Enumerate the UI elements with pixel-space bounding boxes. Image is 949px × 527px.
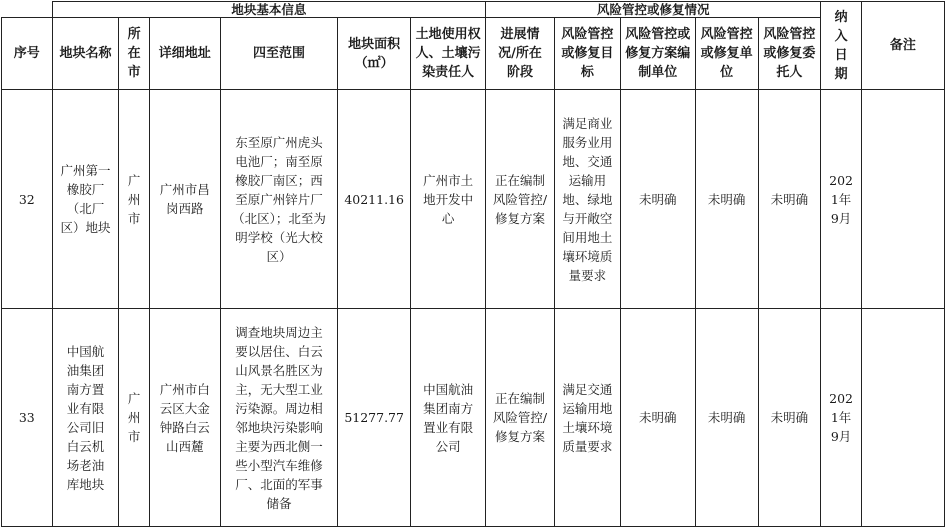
cell-no: 33 [2, 309, 53, 527]
cell-area: 51277.77 [338, 309, 411, 527]
cell-plan-unit: 未明确 [620, 309, 695, 527]
cell-exec-unit: 未明确 [695, 90, 758, 309]
contaminated-site-table [1, 1, 945, 527]
cell-target: 满足商业服务业用地、交通运输用地、绿地与开敞空间用地土壤环境质量要求 [554, 90, 620, 309]
cell-exec-unit: 未明确 [695, 309, 758, 527]
header-progress: 进展情况/所在阶段 [486, 18, 555, 90]
cell-area: 40211.16 [338, 90, 411, 309]
header-owner: 土地使用权人、土壤污染责任人 [411, 18, 486, 90]
header-target: 风险管控或修复目标 [554, 18, 620, 90]
cell-plan-unit: 未明确 [620, 90, 695, 309]
cell-city: 广州市 [119, 309, 149, 527]
cell-note [861, 309, 944, 527]
cell-progress: 正在编制风险管控/修复方案 [486, 90, 555, 309]
table-row [2, 90, 945, 309]
cell-address: 广州市白云区大金钟路白云山西麓 [149, 309, 220, 527]
header-no: 序号 [2, 18, 53, 90]
cell-name: 中国航油集团南方置业有限公司旧白云机场老油库地块 [52, 309, 119, 527]
cell-city: 广州市 [119, 90, 149, 309]
header-plan-unit: 风险管控或修复方案编制单位 [620, 18, 695, 90]
cell-client: 未明确 [758, 309, 821, 527]
header-client: 风险管控或修复委托人 [758, 18, 821, 90]
cell-address: 广州市昌岗西路 [149, 90, 220, 309]
site-table-container [1, 1, 945, 527]
header-city: 所在市 [119, 18, 149, 90]
cell-client: 未明确 [758, 90, 821, 309]
cell-name: 广州第一橡胶厂（北厂区）地块 [52, 90, 119, 309]
header-note: 备注 [861, 2, 944, 90]
cell-bounds: 调查地块周边主要以居住、白云山风景名胜区为主，无大型工业污染源。周边相邻地块污染影响主要为西北侧一些小型汽车维修厂、北面的军事储备 [220, 309, 337, 527]
cell-no: 32 [2, 90, 53, 309]
cell-date: 2021年9月 [821, 309, 862, 527]
cell-owner: 中国航油集团南方置业有限公司 [411, 309, 486, 527]
table-row [2, 309, 945, 527]
group-basic-info: 地块基本信息 [52, 2, 485, 18]
group-risk-control: 风险管控或修复情况 [486, 2, 821, 18]
cell-note [861, 90, 944, 309]
header-date: 纳入日期 [821, 2, 862, 90]
header-bounds: 四至范围 [220, 18, 337, 90]
header-name: 地块名称 [52, 18, 119, 90]
cell-bounds: 东至原广州虎头电池厂；南至原橡胶厂南区；西至原广州锌片厂（北区）；北至为明学校（光大校区） [220, 90, 337, 309]
cell-date: 2021年9月 [821, 90, 862, 309]
cell-progress: 正在编制风险管控/修复方案 [486, 309, 555, 527]
cell-owner: 广州市土地开发中心 [411, 90, 486, 309]
cell-target: 满足交通运输用地土壤环境质量要求 [554, 309, 620, 527]
header-address: 详细地址 [149, 18, 220, 90]
header-exec-unit: 风险管控或修复单位 [695, 18, 758, 90]
top-left-blank [2, 2, 53, 18]
header-area: 地块面积（㎡） [338, 18, 411, 90]
